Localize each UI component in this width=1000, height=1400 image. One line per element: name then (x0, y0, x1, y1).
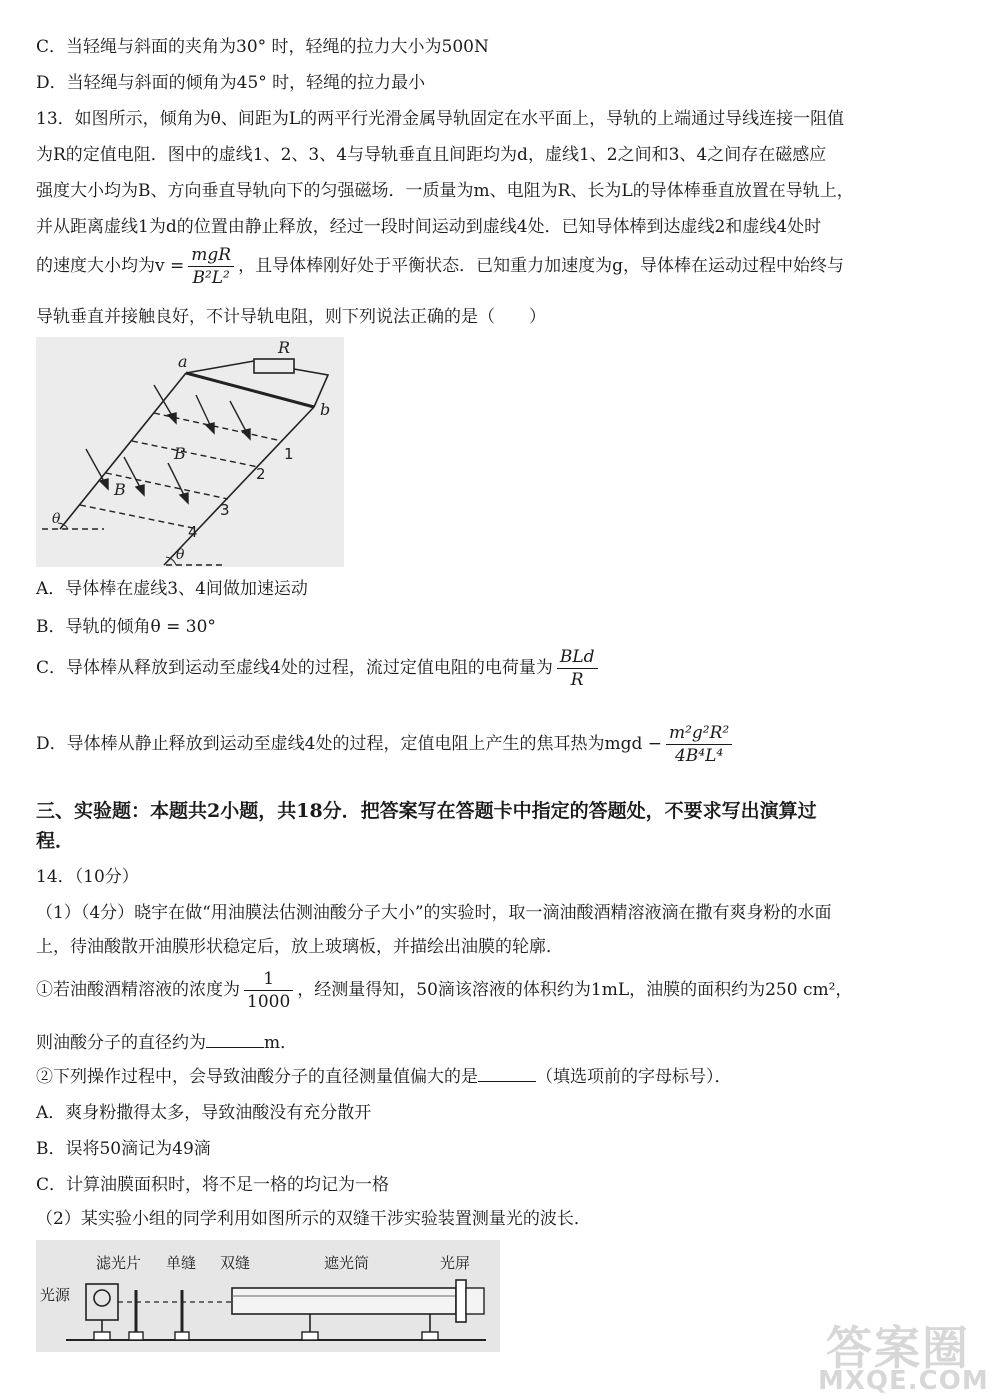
label-R: R (278, 338, 291, 357)
label-light-source: 光源 (40, 1286, 71, 1304)
q14-part2: （2）某实验小组的同学利用如图所示的双缝干涉实验装置测量光的波长． (36, 1209, 591, 1229)
q13-option-d (36, 722, 736, 767)
light-shield-tube (232, 1288, 456, 1314)
q14-option-a: A．爽身粉撒得太多，导致油酸没有充分散开 (36, 1103, 372, 1123)
q14-sub1-line-1 (36, 968, 852, 1013)
q12-option-d: D．当轻绳与斜面的倾角为45° 时，轻绳的拉力最小 (36, 73, 426, 93)
charge-numerator: BLd (557, 646, 598, 669)
q14-sub2 (36, 1066, 732, 1088)
q13-line-5-post: ，且导体棒刚好处于平衡状态．已知重力加速度为g，导体棒在运动过程中始终与 (238, 256, 844, 276)
incline-rails-figure (36, 337, 344, 567)
watermark-url: MXQE.COM (818, 1366, 989, 1396)
answer-blank-diameter[interactable] (206, 1033, 264, 1048)
q14-sub2-post: （填选项前的字母标号）． (536, 1067, 732, 1087)
label-b: b (320, 400, 331, 419)
q13-option-c-text: C．导体棒从释放到运动至虚线4处的过程，流过定值电阻的电荷量为 (36, 658, 553, 678)
charge-denominator: R (570, 670, 584, 690)
resistor-symbol (254, 359, 294, 373)
q13-line-6: 导轨垂直并接触良好，不计导轨电阻，则下列说法正确的是（ ） (36, 307, 546, 327)
viewing-screen (456, 1280, 466, 1322)
concentration-numerator: 1 (244, 968, 293, 991)
section-3-heading-line-2: 程． (36, 830, 75, 852)
q12-option-c: C．当轻绳与斜面的夹角为30° 时，轻绳的拉力大小为500N (36, 37, 489, 57)
label-filter: 滤光片 (96, 1254, 142, 1272)
q13-line-3: 强度大小均为B、方向垂直导轨向下的匀强磁场．一质量为m、电阻为R、长为L的导体棒垂直放置在导轨上， (36, 181, 854, 201)
answer-blank-choice[interactable] (478, 1067, 536, 1082)
velocity-denominator: B²L² (192, 268, 230, 288)
q13-line-5-pre: 的速度大小均为v = (36, 256, 185, 276)
q14-sub1-post: ，经测量得知，50滴该溶液的体积约为1mL，油膜的面积约为250 cm²， (297, 980, 853, 1000)
label-B-upper: B (174, 444, 186, 463)
section-3-heading-line-1: 三、实验题：本题共2小题，共18分．把答案写在答题卡中指定的答题处，不要求写出演算过 (36, 800, 817, 822)
label-B-lower: B (114, 480, 126, 499)
label-theta-right: θ (176, 547, 185, 563)
q13-line-2: 为R的定值电阻．图中的虚线1、2、3、4与导轨垂直且间距均为d，虚线1、2之间和3、4之间存在磁感应 (36, 145, 827, 165)
q14-part1-line-2: 上，待油酸散开油膜形状稳定后，放上玻璃板，并描绘出油膜的轮廓． (36, 937, 563, 957)
double-slit-apparatus-figure (36, 1240, 500, 1352)
q14-sub1-line-2 (36, 1032, 297, 1054)
q13-option-c (36, 646, 602, 691)
label-screen: 光屏 (440, 1254, 471, 1272)
concentration-denominator: 1000 (247, 992, 291, 1012)
q13-option-d-text: D．导体棒从静止释放到运动至虚线4处的过程，定值电阻上产生的焦耳热为mgd − (36, 734, 662, 754)
q14-sub2-pre: ②下列操作过程中，会导致油酸分子的直径测量值偏大的是 (36, 1067, 478, 1087)
q14-heading: 14．（10分） (36, 867, 139, 887)
q14-sub1-pre: ①若油酸酒精溶液的浓度为 (36, 980, 240, 1000)
q14-sub1-line-2-pre: 则油酸分子的直径约为 (36, 1033, 206, 1053)
q13-line-5 (36, 244, 844, 289)
q14-option-b: B．误将50滴记为49滴 (36, 1139, 211, 1159)
velocity-numerator: mgR (188, 244, 234, 267)
heat-fraction (666, 722, 732, 767)
velocity-fraction (188, 244, 234, 289)
q14-option-c: C．计算油膜面积时，将不足一格的均记为一格 (36, 1175, 390, 1195)
label-double-slit: 双缝 (220, 1254, 251, 1272)
label-light-shield-tube: 遮光筒 (324, 1254, 370, 1272)
q13-option-b: B．导轨的倾角θ = 30° (36, 617, 216, 637)
label-line-2: 2 (256, 465, 266, 483)
concentration-fraction (244, 968, 293, 1013)
label-single-slit: 单缝 (166, 1254, 197, 1272)
label-line-1: 1 (284, 445, 294, 463)
q13-line-1: 13．如图所示，倾角为θ、间距为L的两平行光滑金属导轨固定在水平面上，导轨的上端通过导线连接一阻值 (36, 109, 845, 129)
label-a: a (178, 352, 188, 371)
label-theta-left: θ (52, 511, 61, 527)
heat-denominator: 4B⁴L⁴ (674, 746, 724, 766)
watermark-logo: 答案圈 (826, 1321, 970, 1375)
charge-fraction (557, 646, 598, 691)
q14-sub1-line-2-post: m． (264, 1033, 298, 1053)
label-line-3: 3 (220, 501, 230, 519)
q13-line-4: 并从距离虚线1为d的位置由静止释放，经过一段时间运动到虚线4处．已知导体棒到达虚线2和虚线4处时 (36, 217, 822, 237)
heat-numerator: m²g²R² (666, 722, 732, 745)
q14-part1-line-1: （1）（4分）晓宇在做“用油膜法估测油酸分子大小”的实验时，取一滴油酸酒精溶液滴在撒有爽身粉的水面 (36, 903, 832, 923)
q13-option-a: A．导体棒在虚线3、4间做加速运动 (36, 579, 308, 599)
label-line-4: 4 (188, 523, 198, 541)
